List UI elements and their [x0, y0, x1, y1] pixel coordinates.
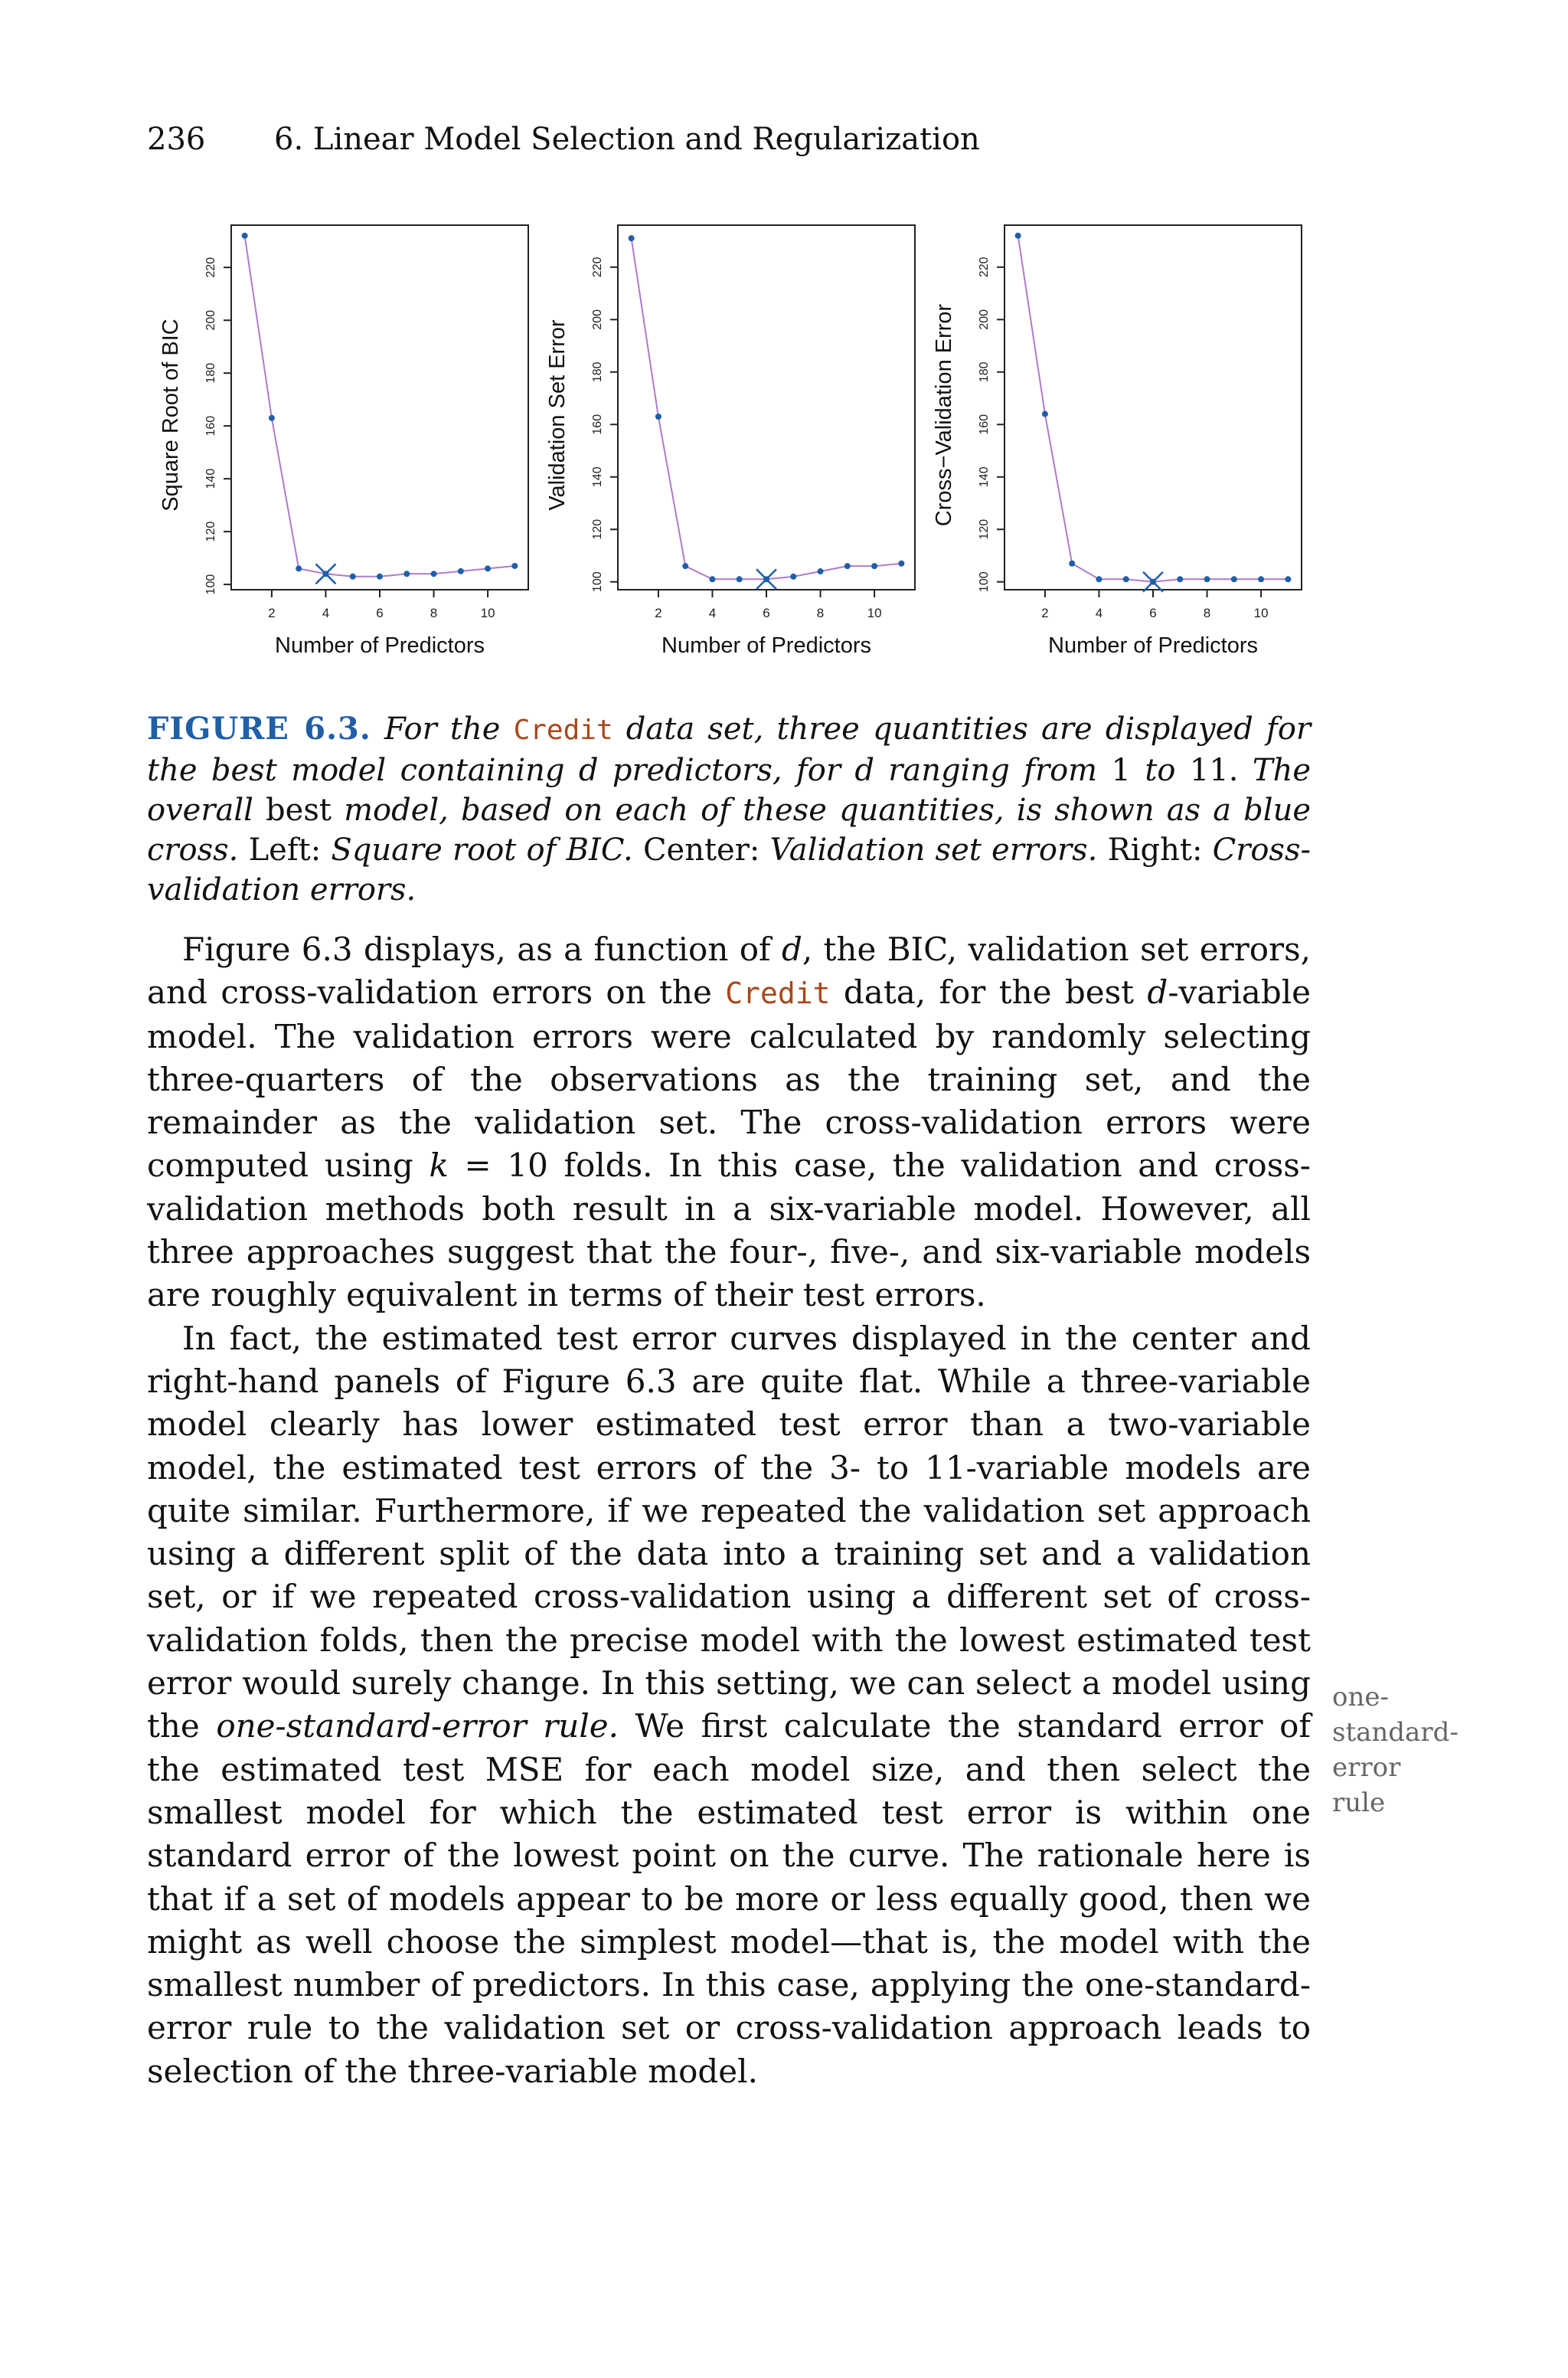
chart-panel-1 — [158, 225, 528, 658]
paragraph-2 — [147, 1317, 1311, 2093]
y-tick-label: 100 — [204, 574, 217, 595]
caption-left-label: Left: — [248, 832, 322, 868]
y-tick-label: 140 — [204, 468, 217, 489]
data-point — [655, 414, 662, 420]
margin-note-line: one- — [1332, 1682, 1389, 1712]
data-point — [682, 563, 688, 569]
page-number: 236 — [147, 122, 206, 157]
p1-text-e: -variable model. The validation errors were calculated by randomly selecting three-quarters of the observations as the training set, and the remainder as the validation set. The cross-validation errors were computed using — [147, 973, 1311, 1185]
caption-number-11: 11. — [1189, 753, 1239, 788]
y-tick-label: 120 — [591, 518, 604, 540]
y-tick-label: 160 — [591, 414, 604, 435]
x-tick-label: 4 — [708, 606, 717, 620]
x-tick-label: 6 — [1149, 606, 1157, 620]
plot-frame — [618, 225, 915, 590]
caption-text-4: The overall — [147, 753, 1312, 828]
p1-math-d: d — [781, 931, 802, 968]
x-tick-label: 2 — [655, 606, 662, 620]
data-point — [1285, 576, 1291, 582]
caption-left-text: Square root of BIC. — [331, 832, 633, 868]
series-line — [632, 238, 902, 579]
data-point — [1096, 576, 1102, 582]
chart-panel-3 — [932, 225, 1302, 658]
y-tick-label: 220 — [591, 257, 604, 278]
y-tick-label: 220 — [204, 257, 217, 278]
data-point — [1204, 576, 1210, 582]
y-tick-label: 140 — [591, 466, 604, 488]
data-point — [1177, 576, 1183, 582]
series-line — [245, 236, 515, 577]
x-tick-label: 10 — [867, 606, 882, 620]
y-tick-label: 160 — [978, 414, 991, 435]
p2-text-b: We first calculate the standard error of the estimated test MSE for each model size, and then select the smallest model for which the estimated test error is within one standard error of the lowest point on the curve. The rationale here is that if a set of models appear to be more or less equally good, then we might as well choose the simplest model—that is, the model with the smallest number of predictors. In this case, applying the one-standard-error rule to the validation set or cross-validation approach leads to selection of the three-variable model. — [147, 1707, 1311, 2090]
data-point — [1042, 411, 1048, 417]
data-point — [1231, 576, 1237, 582]
p2-emph-rule: one-standard-error rule. — [216, 1707, 619, 1745]
plot-frame — [1004, 225, 1302, 590]
caption-center-label: Center: — [642, 832, 760, 868]
figure-caption — [147, 709, 1311, 910]
p1-math-k: k — [429, 1146, 449, 1185]
p1-math-d2: d — [1147, 973, 1168, 1012]
page-header — [147, 124, 980, 155]
data-point — [458, 568, 464, 574]
x-tick-label: 2 — [268, 606, 276, 620]
y-tick-label: 200 — [978, 309, 991, 330]
margin-note-line: standard- — [1332, 1717, 1459, 1748]
data-point — [790, 574, 796, 580]
data-point — [1069, 561, 1075, 567]
x-axis-label: Number of Predictors — [275, 633, 485, 658]
caption-text-3: to — [1145, 753, 1176, 788]
caption-text-5: model, based on each of these quantities, is shown as a blue cross. — [147, 793, 1312, 868]
y-tick-label: 100 — [591, 571, 604, 593]
y-tick-label: 180 — [978, 361, 991, 383]
p1-code-credit: Credit — [725, 976, 831, 1011]
figure-6-3 — [145, 207, 1340, 674]
caption-code-credit: Credit — [513, 715, 613, 746]
y-tick-label: 160 — [204, 415, 217, 437]
caption-right-text: Cross-validation errors. — [147, 832, 1312, 908]
p1-text-a: Figure 6.3 displays, as a function of — [182, 931, 771, 968]
y-axis-label: Cross−Validation Error — [932, 303, 956, 527]
y-tick-label: 140 — [978, 466, 991, 488]
series-line — [1018, 236, 1289, 582]
figure-panels — [145, 207, 1340, 674]
data-point — [818, 568, 824, 574]
p1-text-f: = 10 folds. In this case, the validation and cross-validation methods both result in a six-variable model. However, all three approaches suggest that the four-, five-, and six-variable models are roughly equivalent in terms of their test errors. — [147, 1146, 1311, 1314]
data-point — [242, 233, 248, 239]
data-point — [1015, 233, 1021, 239]
data-point — [377, 574, 383, 580]
data-point — [485, 565, 491, 571]
data-point — [898, 561, 904, 567]
x-axis-label: Number of Predictors — [1048, 633, 1258, 658]
x-tick-label: 8 — [1203, 606, 1211, 620]
x-axis-label: Number of Predictors — [662, 633, 871, 658]
data-point — [1123, 576, 1129, 582]
x-tick-label: 10 — [1253, 606, 1269, 620]
caption-word-best: best — [266, 793, 332, 828]
data-point — [350, 574, 356, 580]
x-tick-label: 6 — [763, 606, 770, 620]
p1-text-c: data, for the best — [843, 973, 1135, 1012]
x-tick-label: 10 — [480, 606, 495, 620]
data-point — [269, 415, 275, 421]
chapter-title: 6. Linear Model Selection and Regularization — [274, 122, 980, 157]
p2-text-a: In fact, the estimated test error curves displayed in the center and right-hand panels of Figure 6.3 are quite flat. While a three-variable model clearly has lower estimated test error than a two-variable model, the estimated test errors of the 3- to 11-variable models are quite similar. Furthermore, if we repeated the validation set approach using a different split of the data into a training set and a validation set, or if we repeated cross-validation using a different set of cross-validation folds, then the precise model with the lowest estimated test error would surely change. In this setting, we can select a model using the — [147, 1319, 1311, 1745]
data-point — [709, 576, 715, 582]
data-point — [629, 235, 635, 241]
chart-panel-2 — [545, 225, 915, 658]
data-point — [431, 571, 437, 577]
margin-note-line: rule — [1332, 1788, 1386, 1818]
y-tick-label: 180 — [591, 361, 604, 383]
data-point — [511, 563, 518, 569]
figure-label: FIGURE 6.3. — [147, 711, 371, 747]
data-point — [871, 563, 877, 569]
x-tick-label: 2 — [1041, 606, 1049, 620]
data-point — [403, 571, 410, 577]
y-tick-label: 100 — [978, 571, 991, 593]
y-tick-label: 180 — [204, 362, 217, 384]
y-tick-label: 120 — [204, 521, 217, 542]
margin-note — [1332, 1680, 1501, 1820]
x-tick-label: 8 — [816, 606, 825, 620]
y-tick-label: 220 — [978, 257, 991, 278]
p1-text-b: , the BIC, validation set errors, and cross-validation errors on the — [147, 931, 1311, 1012]
x-tick-label: 4 — [1095, 606, 1103, 620]
y-tick-label: 200 — [204, 309, 217, 331]
caption-right-label: Right: — [1107, 832, 1203, 868]
margin-note-line: error — [1332, 1752, 1401, 1783]
caption-number-1: 1 — [1111, 753, 1131, 788]
data-point — [737, 576, 743, 582]
data-point — [1258, 576, 1264, 582]
plot-frame — [231, 225, 528, 590]
body-text — [147, 928, 1311, 2093]
x-tick-label: 8 — [430, 606, 438, 620]
caption-text-1: For the — [384, 711, 501, 747]
x-tick-label: 6 — [376, 606, 384, 620]
y-tick-label: 120 — [978, 518, 991, 540]
data-point — [844, 563, 851, 569]
caption-text-2: data set, three quantities are displayed for the best model containing d predictors, for d ranging from — [147, 711, 1312, 788]
paragraph-1 — [147, 928, 1311, 1317]
caption-center-text: Validation set errors. — [769, 832, 1098, 868]
y-axis-label: Validation Set Error — [545, 319, 570, 511]
x-tick-label: 4 — [322, 606, 330, 620]
y-tick-label: 200 — [591, 309, 604, 330]
y-axis-label: Square Root of BIC — [158, 319, 183, 512]
data-point — [296, 565, 302, 571]
